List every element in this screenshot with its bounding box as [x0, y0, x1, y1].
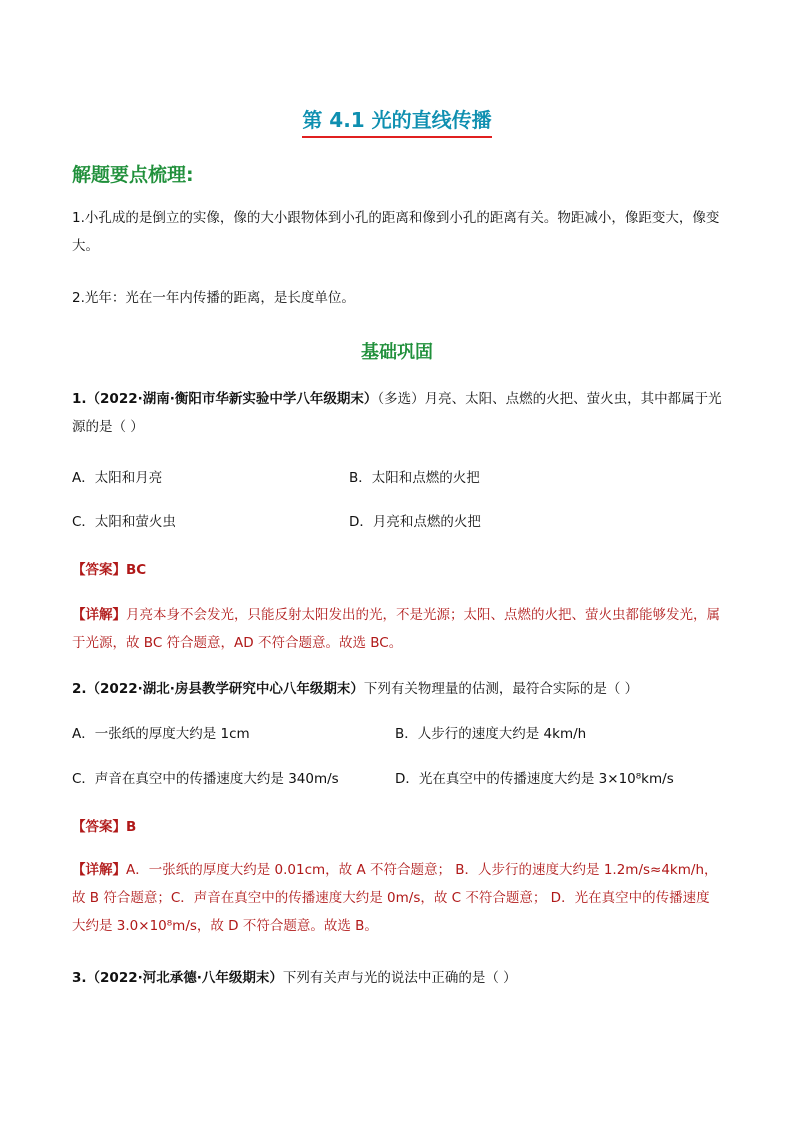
- summary-point-1: 1.小孔成的是倒立的实像，像的大小跟物体到小孔的距离和像到小孔的距离有关。物距减小，像距变大，像变大。: [72, 210, 720, 254]
- question-3-number: 3.: [72, 970, 87, 986]
- question-3-stem: [72, 964, 722, 992]
- page-title-text: 第 4.1 光的直线传播: [302, 104, 491, 138]
- question-2-option-a: A．一张纸的厚度大约是 1cm: [72, 726, 250, 742]
- question-2-text: 下列有关物理量的估测，最符合实际的是（ ）: [363, 681, 639, 697]
- question-1-number: 1.: [72, 391, 87, 407]
- question-1-option-c: C．太阳和萤火虫: [72, 514, 176, 530]
- question-2-stem: [72, 675, 722, 703]
- question-2-detail: [72, 856, 722, 940]
- detail-label: 【详解】: [72, 607, 126, 623]
- question-1-answer: [72, 558, 146, 578]
- question-2-source: （2022·湖北·房县教学研究中心八年级期末）: [86, 681, 364, 697]
- page-title: [0, 104, 794, 138]
- detail-text: A．一张纸的厚度大约是 0.01cm，故 A 不符合题意； B．人步行的速度大约是 1.2m/s≈4km/h，故 B 符合题意；C．声音在真空中的传播速度大约是 0m/s，故 C 不符合题意； D．光在真空中的传播速度大约是 3.0×10⁸m/s，故 D 不符合题意。故选 B。: [72, 862, 718, 934]
- summary-heading: 解题要点梳理:: [72, 164, 194, 186]
- question-1-option-d: D．月亮和点燃的火把: [349, 514, 481, 530]
- question-3-source: （2022·河北承德·八年级期末）: [86, 970, 283, 986]
- question-1-source: （2022·湖南·衡阳市华新实验中学八年级期末）: [86, 391, 378, 407]
- question-1-option-a: A．太阳和月亮: [72, 470, 163, 486]
- question-3-text: 下列有关声与光的说法中正确的是（ ）: [282, 970, 517, 986]
- question-1-detail: [72, 601, 722, 657]
- question-2-option-b: B．人步行的速度大约是 4km/h: [395, 726, 587, 742]
- question-2-answer: [72, 815, 136, 835]
- detail-label: 【详解】: [72, 862, 126, 878]
- summary-point-2: 2.光年：光在一年内传播的距离，是长度单位。: [72, 290, 355, 306]
- section-heading: 基础巩固: [361, 342, 433, 363]
- question-2-option-d: D．光在真空中的传播速度大约是 3×10⁸km/s: [395, 771, 674, 787]
- answer-label: 【答案】: [72, 562, 126, 578]
- answer-value: BC: [126, 562, 147, 578]
- question-2-number: 2.: [72, 681, 87, 697]
- answer-label: 【答案】: [72, 819, 126, 835]
- question-1-stem: [72, 385, 722, 441]
- question-1-option-b: B．太阳和点燃的火把: [349, 470, 480, 486]
- answer-value: B: [126, 819, 137, 835]
- detail-text: 月亮本身不会发光，只能反射太阳发出的光，不是光源；太阳、点燃的火把、萤火虫都能够发光，属于光源，故 BC 符合题意，AD 不符合题意。故选 BC。: [72, 607, 720, 651]
- question-2-option-c: C．声音在真空中的传播速度大约是 340m/s: [72, 771, 339, 787]
- question-1-text: （多选）月亮、太阳、点燃的火把、萤火虫，其中都属于光源的是（ ）: [72, 391, 722, 435]
